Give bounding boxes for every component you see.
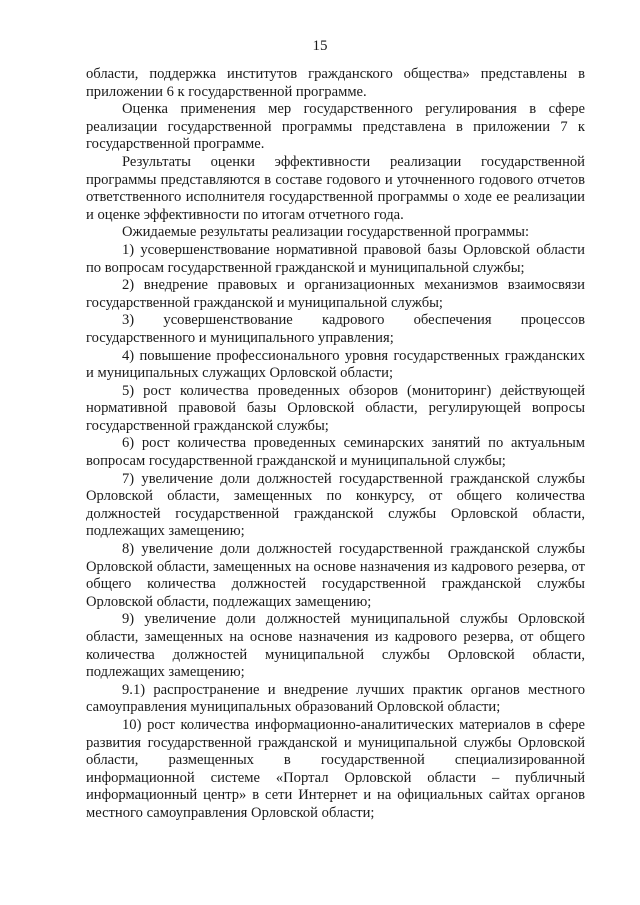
paragraph: 8) увеличение доли должностей государственной гражданской службы Орловской области, замещенных на основе назначения из кадрового резерва, от общего количества должностей государственной гражданской службы Орловской области, подлежащих замещению; — [86, 541, 585, 610]
paragraph: 10) рост количества информационно-аналитических материалов в сфере развития государственной гражданской и муниципальной службы Орловской области, размещенных в государственной специализированной информационной системе «Портал Орловской области – публичный информационный центр» в сети Интернет и на официальных сайтах органов местного самоуправления Орловской области; — [86, 716, 585, 821]
paragraph: 7) увеличение доли должностей государственной гражданской службы Орловской области, замещенных по конкурсу, от общего количества должностей государственной гражданской службы Орловской области, подлежащих замещению; — [86, 470, 585, 540]
paragraph: 4) повышение профессионального уровня государственных гражданских и муниципальных служащих Орловской области; — [86, 347, 585, 382]
paragraph: 3) усовершенствование кадрового обеспечения процессов государственного и муниципального управления; — [86, 312, 585, 346]
paragraph: области, поддержка институтов гражданского общества» представлены в приложении 6 к государственной программе. — [86, 66, 585, 100]
paragraph: 9) увеличение доли должностей муниципальной службы Орловской области, замещенных на основе назначения из кадрового резерва, от общего количества должностей муниципальной службы Орловской области, подлежащих замещению; — [86, 611, 585, 681]
paragraph: Оценка применения мер государственного регулирования в сфере реализации государственной программы представлена в приложении 7 к государственной программе. — [86, 101, 585, 153]
paragraph: 6) рост количества проведенных семинарских занятий по актуальным вопросам государственной гражданской и муниципальной службы; — [86, 435, 585, 470]
paragraph: 2) внедрение правовых и организационных механизмов взаимосвязи государственной гражданской и муниципальной службы; — [86, 277, 585, 311]
paragraph: Ожидаемые результаты реализации государственной программы: — [122, 224, 530, 241]
paragraph: Результаты оценки эффективности реализации государственной программы представляются в составе годового и уточненного годового отчетов ответственного исполнителя государственной программы о ходе ее реализации и оценке эффективности по итогам отчетного года. — [86, 153, 585, 223]
body-text — [86, 66, 585, 823]
paragraph: 9.1) распространение и внедрение лучших практик органов местного самоуправления муниципальных образований Орловской области; — [86, 681, 585, 716]
paragraph: 5) рост количества проведенных обзоров (мониторинг) действующей нормативной правовой базы Орловской области, регулирующей вопросы государственной гражданской службы; — [86, 382, 585, 434]
paragraph: 1) усовершенствование нормативной правовой базы Орловской области по вопросам государственной гражданской и муниципальной службы; — [86, 241, 585, 276]
page-number: 15 — [312, 38, 328, 54]
